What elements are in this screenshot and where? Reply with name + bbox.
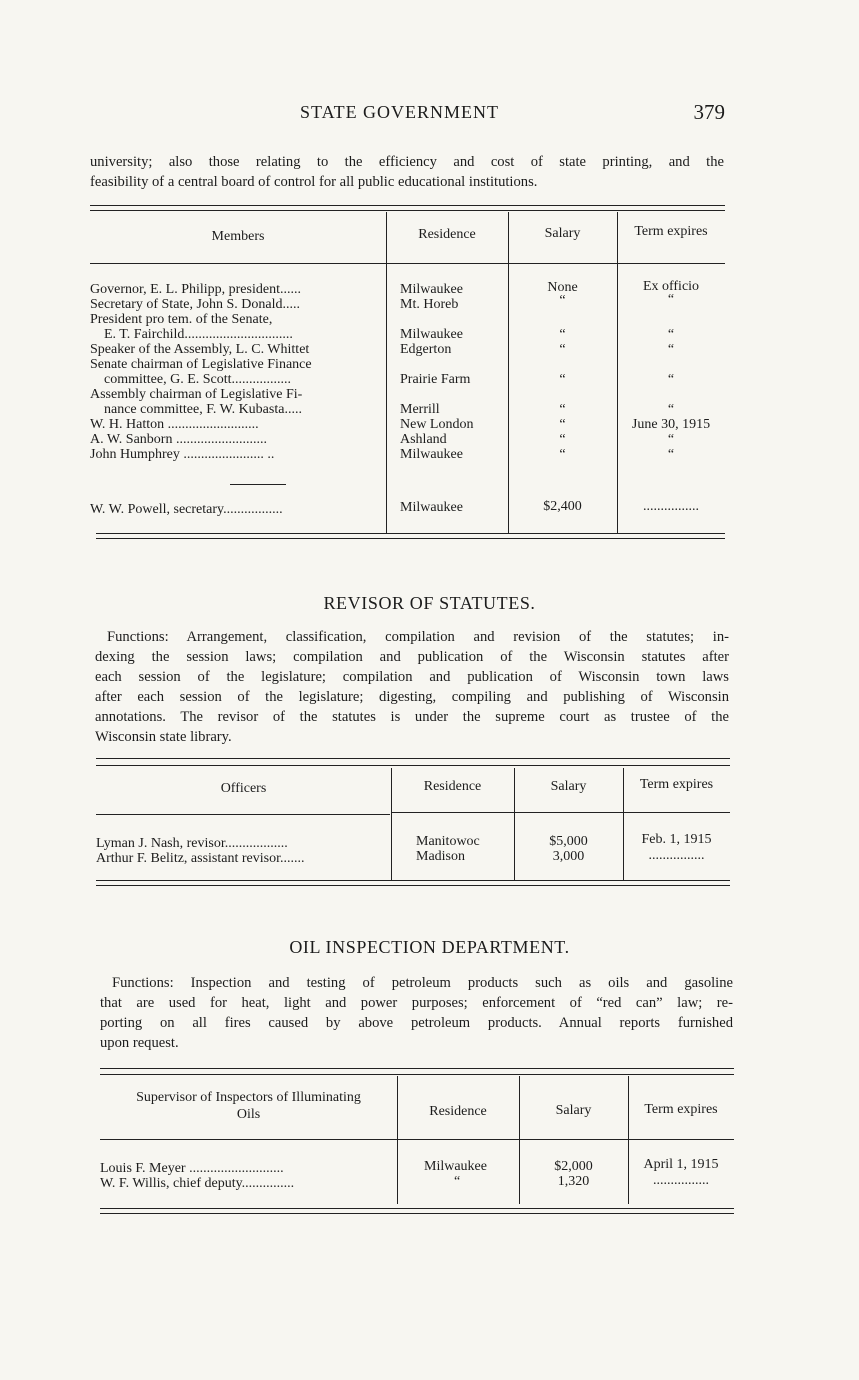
member-name: Governor, E. L. Philipp, president......	[90, 282, 301, 297]
officer-residence: Manitowoc	[416, 834, 480, 849]
member-name: President pro tem. of the Senate,	[90, 312, 273, 327]
member-salary: “	[559, 293, 566, 308]
header-supervisor	[100, 1089, 397, 1123]
inspector-salary: $2,000	[554, 1159, 593, 1174]
header-term: Term expires	[639, 777, 714, 792]
officer-name: Arthur F. Belitz, assistant revisor.......	[96, 851, 305, 866]
inspector-term: April 1, 1915	[643, 1157, 719, 1172]
member-name: committee, G. E. Scott.................	[104, 372, 292, 387]
member-name: W. H. Hatton ..........................	[90, 417, 259, 432]
revisor-line: after each session of the legislature; digesting, compiling and publishing of Wisconsin	[95, 689, 729, 705]
member-term: “	[667, 402, 675, 417]
member-name: E. T. Fairchild...............................	[104, 327, 293, 342]
member-residence: Ashland	[400, 432, 447, 447]
header-term: Term expires	[644, 1102, 718, 1117]
table-row	[90, 432, 725, 447]
board-members-table	[90, 203, 725, 543]
section-title-revisor: REVISOR OF STATUTES.	[323, 593, 536, 613]
officer-residence: Madison	[416, 849, 465, 864]
intro-line: feasibility of a central board of control for all public educational institutions.	[90, 174, 538, 190]
member-salary: “	[559, 372, 566, 387]
officer-term: Feb. 1, 1915	[641, 832, 712, 847]
member-name: Speaker of the Assembly, L. C. Whittet	[90, 342, 310, 357]
inspector-name: Louis F. Meyer ...........................	[100, 1161, 284, 1176]
member-residence: New London	[400, 417, 474, 432]
member-term: Ex officio	[642, 279, 700, 294]
oil-paragraph	[100, 973, 733, 1053]
revisor-line: each session of the legislature; compilation and publication of Wisconsin town laws	[95, 669, 729, 685]
header-rule	[90, 263, 725, 264]
secretary-name: W. W. Powell, secretary.................	[90, 502, 283, 517]
member-term: “	[667, 327, 675, 342]
member-salary: “	[559, 327, 566, 342]
member-term: “	[667, 447, 675, 462]
intro-paragraph	[90, 152, 724, 192]
table-row	[90, 327, 725, 342]
table-row	[100, 1173, 734, 1191]
inspector-term: ................	[653, 1173, 709, 1188]
member-term: June 30, 1915	[631, 417, 711, 432]
oil-line: porting on all fires caused by above petroleum products. Annual reports furnished	[100, 1015, 733, 1031]
table-row	[90, 417, 725, 432]
officer-name: Lyman J. Nash, revisor..................	[96, 836, 288, 851]
header-officers: Officers	[220, 781, 267, 796]
revisor-line: annotations. The revisor of the statutes is under the supreme court as trustee of the	[95, 709, 729, 725]
revisor-line: Functions: Arrangement, classification, compilation and revision of the statutes; in-	[107, 629, 729, 645]
table-bottom-rule	[96, 885, 730, 886]
secretary-row	[90, 499, 725, 517]
inspector-name: W. F. Willis, chief deputy...............	[100, 1176, 295, 1191]
table-top-rule	[96, 765, 730, 766]
member-name: Senate chairman of Legislative Finance	[90, 357, 312, 372]
member-residence: Mt. Horeb	[400, 297, 459, 312]
officer-term: ................	[648, 848, 705, 863]
member-term: “	[667, 372, 675, 387]
table-row	[90, 387, 725, 402]
table-row	[90, 402, 725, 417]
header-rule	[100, 1139, 734, 1140]
header-supervisor-line: Oils	[236, 1107, 261, 1122]
member-residence: Prairie Farm	[400, 372, 471, 387]
member-residence: Milwaukee	[400, 327, 463, 342]
secretary-salary: $2,400	[543, 499, 582, 514]
member-residence: Milwaukee	[400, 282, 463, 297]
officer-salary: $5,000	[549, 834, 588, 849]
table-row	[96, 848, 730, 866]
table-bottom-rule	[96, 538, 725, 539]
member-residence: Edgerton	[400, 342, 452, 357]
member-residence: Merrill	[400, 402, 440, 417]
table-row	[90, 342, 725, 357]
table-row	[90, 447, 725, 462]
separator-rule	[230, 484, 286, 485]
header-salary: Salary	[544, 226, 581, 241]
table-row	[90, 292, 725, 312]
table-bottom-rule	[100, 1208, 734, 1209]
intro-line: university; also those relating to the efficiency and cost of state printing, and the	[90, 154, 724, 170]
oil-line: upon request.	[100, 1035, 179, 1051]
header-rule	[96, 814, 390, 815]
member-salary: None	[547, 280, 578, 295]
oil-line: that are used for heat, light and power purposes; enforcement of “red can” law; re-	[100, 995, 733, 1011]
revisor-paragraph	[95, 627, 729, 747]
table-row	[90, 312, 725, 327]
header-rule	[391, 812, 730, 813]
revisor-table	[96, 756, 730, 891]
member-salary: “	[559, 417, 566, 432]
header-salary: Salary	[550, 779, 587, 794]
member-salary: “	[559, 342, 566, 357]
header-term: Term expires	[634, 224, 708, 239]
section-title-oil: OIL INSPECTION DEPARTMENT.	[289, 937, 570, 957]
secretary-term: ................	[643, 499, 699, 514]
header-residence: Residence	[418, 227, 476, 242]
table-top-rule	[100, 1074, 734, 1075]
revisor-line: Wisconsin state library.	[95, 729, 232, 745]
page-number: 379	[693, 100, 725, 124]
header-salary: Salary	[555, 1103, 592, 1118]
member-name: nance committee, F. W. Kubasta.....	[104, 402, 302, 417]
member-name: A. W. Sanborn ..........................	[90, 432, 267, 447]
table-bottom-rule	[96, 880, 730, 881]
inspector-residence: Milwaukee	[424, 1159, 487, 1174]
table-bottom-rule	[100, 1213, 734, 1214]
member-salary: “	[559, 402, 566, 417]
revisor-line: dexing the session laws; compilation and publication of the Wisconsin statutes after	[95, 649, 729, 665]
inspector-residence: “	[454, 1174, 461, 1189]
member-term: “	[667, 432, 675, 447]
secretary-residence: Milwaukee	[400, 500, 463, 515]
member-term: “	[667, 342, 675, 357]
header-members: Members	[211, 229, 265, 244]
officer-salary: 3,000	[552, 849, 585, 864]
oil-line: Functions: Inspection and testing of petroleum products such as oils and gasoline	[112, 975, 733, 991]
header-residence: Residence	[429, 1104, 487, 1119]
member-term: “	[667, 292, 675, 307]
running-title: STATE GOVERNMENT	[300, 102, 500, 122]
oil-table	[100, 1066, 734, 1221]
member-name: Assembly chairman of Legislative Fi-	[90, 387, 303, 402]
table-bottom-rule	[96, 533, 725, 534]
member-salary: “	[559, 432, 566, 447]
header-supervisor-line: Supervisor of Inspectors of Illuminating	[136, 1090, 361, 1105]
member-name: John Humphrey ....................... ..	[90, 447, 275, 462]
member-name: Secretary of State, John S. Donald.....	[90, 297, 300, 312]
inspector-salary: 1,320	[557, 1174, 590, 1189]
header-residence: Residence	[423, 779, 482, 794]
table-row	[90, 357, 725, 372]
table-top-rule	[96, 758, 730, 759]
table-top-rule	[90, 210, 725, 211]
member-residence: Milwaukee	[400, 447, 463, 462]
running-head	[90, 102, 725, 128]
table-top-rule	[100, 1068, 734, 1069]
table-row	[90, 372, 725, 387]
member-salary: “	[559, 447, 566, 462]
table-top-rule	[90, 205, 725, 206]
